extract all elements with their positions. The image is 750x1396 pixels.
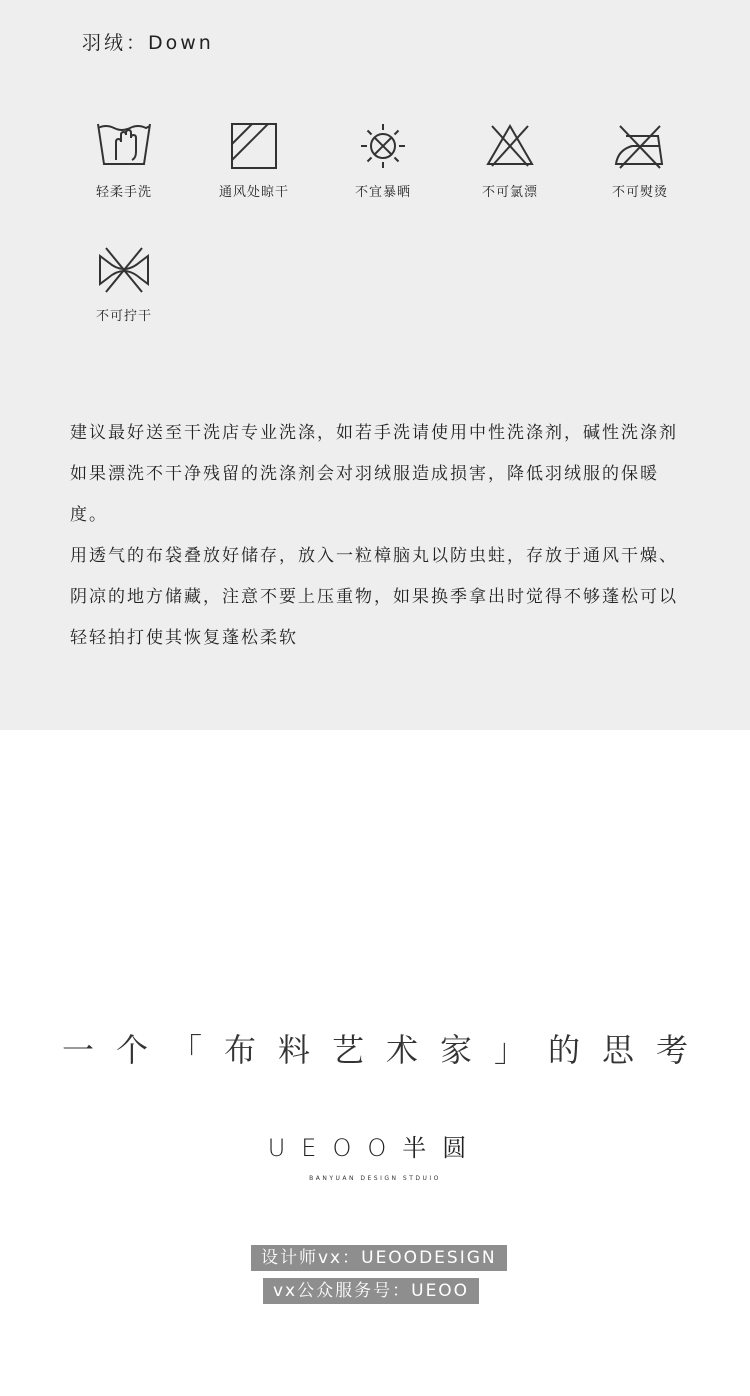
care-item-hand-wash — [59, 120, 189, 200]
care-item-no-wring — [59, 244, 189, 324]
dry-in-shade-icon — [224, 120, 284, 172]
no-bleach-icon — [480, 120, 540, 172]
care-item-dry-in-shade — [189, 120, 319, 200]
care-item-no-bleach — [445, 120, 575, 200]
washing-advice-paragraph: 建议最好送至干洗店专业洗涤，如若手洗请使用中性洗涤剂，碱性洗涤剂如果漂洗不干净残留的洗涤剂会对羽绒服造成损害，降低羽绒服的保暖度。 — [70, 423, 678, 525]
no-sun-exposure-icon — [353, 120, 413, 172]
care-item-no-sun — [318, 120, 448, 200]
logo-subtitle: BANYUAN DESIGN STDUIO — [309, 1175, 441, 1182]
care-item-no-iron — [575, 120, 705, 200]
material-label: 羽绒：Down — [82, 32, 214, 54]
care-label: 不可熨烫 — [611, 185, 668, 200]
care-label: 通风处晾干 — [218, 185, 289, 200]
brand-slogan: 一个「布料艺术家」的思考 — [61, 1031, 710, 1069]
care-label: 不宜暴晒 — [354, 185, 411, 200]
logo-wordmark: UEOO半圆 — [267, 1134, 483, 1162]
designer-contact-badge: 设计师vx：UEOODESIGN — [251, 1245, 507, 1271]
official-account-badge: vx公众服务号：UEOO — [263, 1278, 479, 1304]
no-iron-icon — [610, 120, 670, 172]
care-label: 轻柔手洗 — [95, 185, 152, 200]
storage-advice-paragraph: 用透气的布袋叠放好储存，放入一粒樟脑丸以防虫蛀，存放于通风干燥、阴凉的地方储藏，注意不要上压重物，如果换季拿出时觉得不够蓬松可以轻轻拍打使其恢复蓬松柔软 — [70, 546, 678, 648]
no-wring-icon — [94, 244, 154, 296]
brand-logo — [0, 1128, 750, 1182]
care-label: 不可拧干 — [95, 309, 152, 324]
hand-wash-icon — [94, 120, 154, 172]
care-label: 不可氯漂 — [481, 185, 538, 200]
